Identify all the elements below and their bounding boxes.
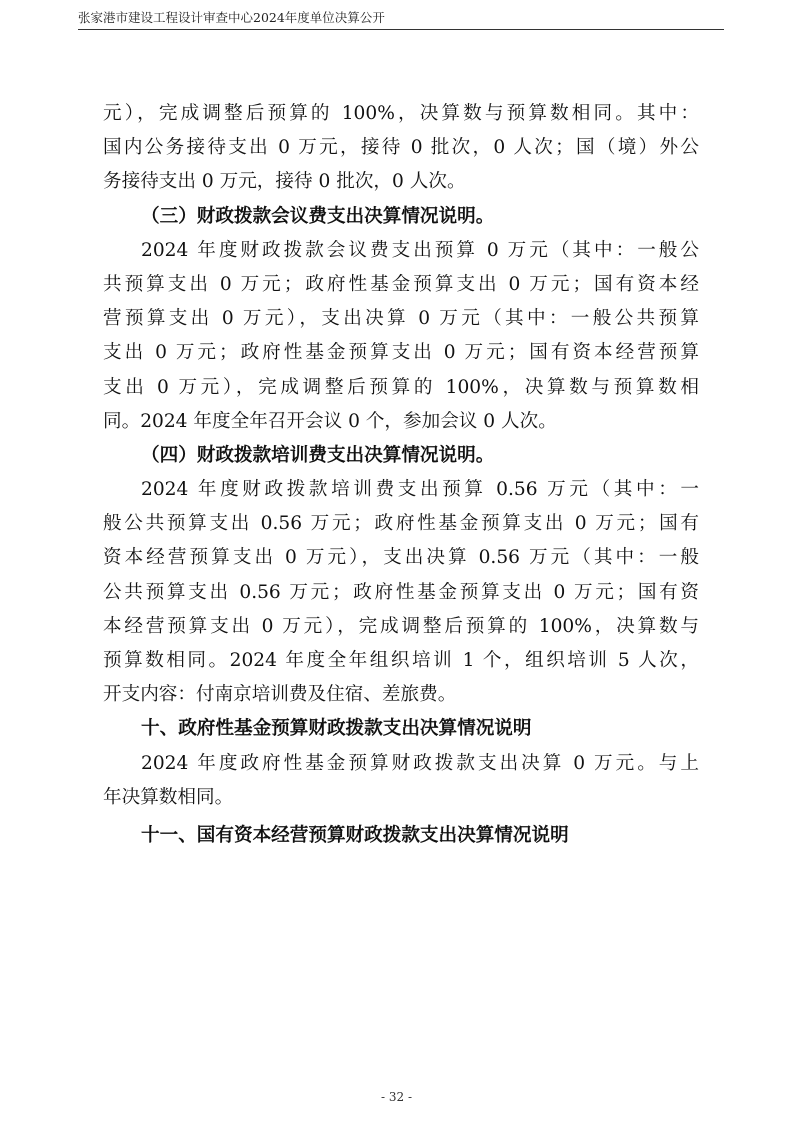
paragraph-line: 支出 0 万元），完成调整后预算的 100%，决算数与预算数相 [103, 376, 699, 398]
paragraph-line: 营预算支出 0 万元），支出决算 0 万元（其中：一般公共预算 [103, 308, 699, 330]
header-divider [78, 29, 724, 30]
section-heading: （四）财政拨款培训费支出决算情况说明。 [141, 444, 495, 466]
document-body [103, 97, 699, 853]
paragraph-line: 同。2024 年度全年召开会议 0 个，参加会议 0 人次。 [103, 410, 557, 432]
paragraph-line: 开支内容：付南京培训费及住宿、差旅费。 [103, 684, 457, 706]
paragraph-line: 务接待支出 0 万元，接待 0 批次，0 人次。 [103, 171, 466, 193]
paragraph-line: 2024 年度财政拨款培训费支出预算 0.56 万元（其中：一 [141, 479, 699, 501]
page-header: 张家港市建设工程设计审查中心2024年度单位决算公开 [78, 10, 385, 25]
paragraph-line: 共预算支出 0 万元；政府性基金预算支出 0 万元；国有资本经 [103, 273, 699, 295]
chapter-heading: 十、政府性基金预算财政拨款支出决算情况说明 [141, 718, 532, 740]
paragraph-line: 年决算数相同。 [103, 786, 234, 808]
paragraph-line: 2024 年度财政拨款会议费支出预算 0 万元（其中：一般公 [141, 239, 699, 261]
paragraph-line: 预算数相同。2024 年度全年组织培训 1 个，组织培训 5 人次， [103, 650, 699, 671]
paragraph-line: 元），完成调整后预算的 100%，决算数与预算数相同。其中： [103, 103, 699, 124]
paragraph-line: 公共预算支出 0.56 万元；政府性基金预算支出 0 万元；国有资 [103, 581, 699, 603]
chapter-heading: 十一、国有资本经营预算财政拨款支出决算情况说明 [141, 824, 569, 846]
paragraph-line: 资本经营预算支出 0 万元），支出决算 0.56 万元（其中：一般 [103, 547, 699, 569]
paragraph-line: 国内公务接待支出 0 万元，接待 0 批次，0 人次；国（境）外公 [103, 137, 699, 159]
page-number: - 32 - [380, 1090, 412, 1104]
paragraph-line: 支出 0 万元；政府性基金预算支出 0 万元；国有资本经营预算 [103, 342, 699, 364]
paragraph-line: 2024 年度政府性基金预算财政拨款支出决算 0 万元。与上 [141, 752, 699, 774]
section-heading: （三）财政拨款会议费支出决算情况说明。 [141, 205, 495, 227]
paragraph-line: 本经营预算支出 0 万元），完成调整后预算的 100%，决算数与 [103, 615, 699, 637]
paragraph-line: 般公共预算支出 0.56 万元；政府性基金预算支出 0 万元；国有 [103, 513, 699, 535]
